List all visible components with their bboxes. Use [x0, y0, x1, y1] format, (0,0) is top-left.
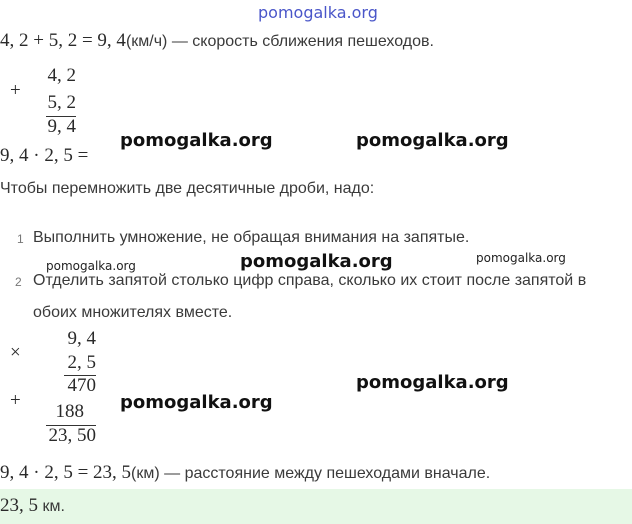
dash-2: — — [164, 465, 181, 482]
watermark-4: pomogalka.org — [240, 251, 393, 272]
watermark-3: pomogalka.org — [46, 259, 136, 273]
plus-sign-2: + — [10, 390, 21, 411]
watermark-7: pomogalka.org — [356, 372, 509, 393]
factor-a: 9, 4 — [67, 328, 96, 349]
multiplication-result: 23, 50 — [48, 425, 96, 446]
watermark-6: pomogalka.org — [120, 392, 273, 413]
rule-number-1: 1 — [17, 232, 24, 246]
watermark-1: pomogalka.org — [120, 130, 273, 151]
answer-value: 23, 5 — [0, 495, 38, 516]
answer-box — [0, 489, 632, 524]
partial-product-2: 188 — [55, 401, 84, 422]
distance-description: расстояние между пешеходами вначале. — [184, 465, 491, 482]
factor-b: 2, 5 — [67, 352, 96, 373]
speed-unit: (км/ч) — [125, 33, 168, 50]
answer-unit: км. — [42, 498, 65, 515]
product-expression: 9, 4 · 2, 5 = — [0, 145, 89, 166]
addend-a: 4, 2 — [47, 65, 76, 86]
watermark-2: pomogalka.org — [356, 130, 509, 151]
addend-b: 5, 2 — [47, 92, 76, 113]
partial-product-1: 470 — [67, 375, 96, 396]
distance-unit: (км) — [131, 465, 160, 482]
rule-text-1: Выполнить умножение, не обращая внимания на запятые. — [33, 229, 470, 246]
times-sign: × — [10, 342, 21, 363]
speed-sum-line — [0, 30, 434, 52]
rule-text-2-line1: Отделить запятой столько цифр справа, сколько их стоит после запятой в — [33, 272, 587, 289]
answer-line — [0, 495, 65, 517]
dash: — — [171, 33, 188, 50]
rule-number-2: 2 — [15, 275, 22, 289]
plus-sign: + — [10, 80, 21, 101]
watermark-5: pomogalka.org — [476, 251, 566, 265]
speed-sum-expression: 4, 2 + 5, 2 = 9, 4 — [0, 30, 126, 51]
site-watermark-link[interactable]: pomogalka.org — [258, 3, 378, 22]
speed-sum-description: скорость сближения пешеходов. — [192, 33, 434, 50]
distance-expression: 9, 4 · 2, 5 = 23, 5 — [0, 462, 132, 483]
rule-intro: Чтобы перемножить две десятичные дроби, надо: — [0, 180, 375, 197]
rule-text-2-line2: обоих множителях вместе. — [33, 304, 233, 321]
addition-result: 9, 4 — [47, 116, 76, 137]
distance-line — [0, 462, 490, 484]
